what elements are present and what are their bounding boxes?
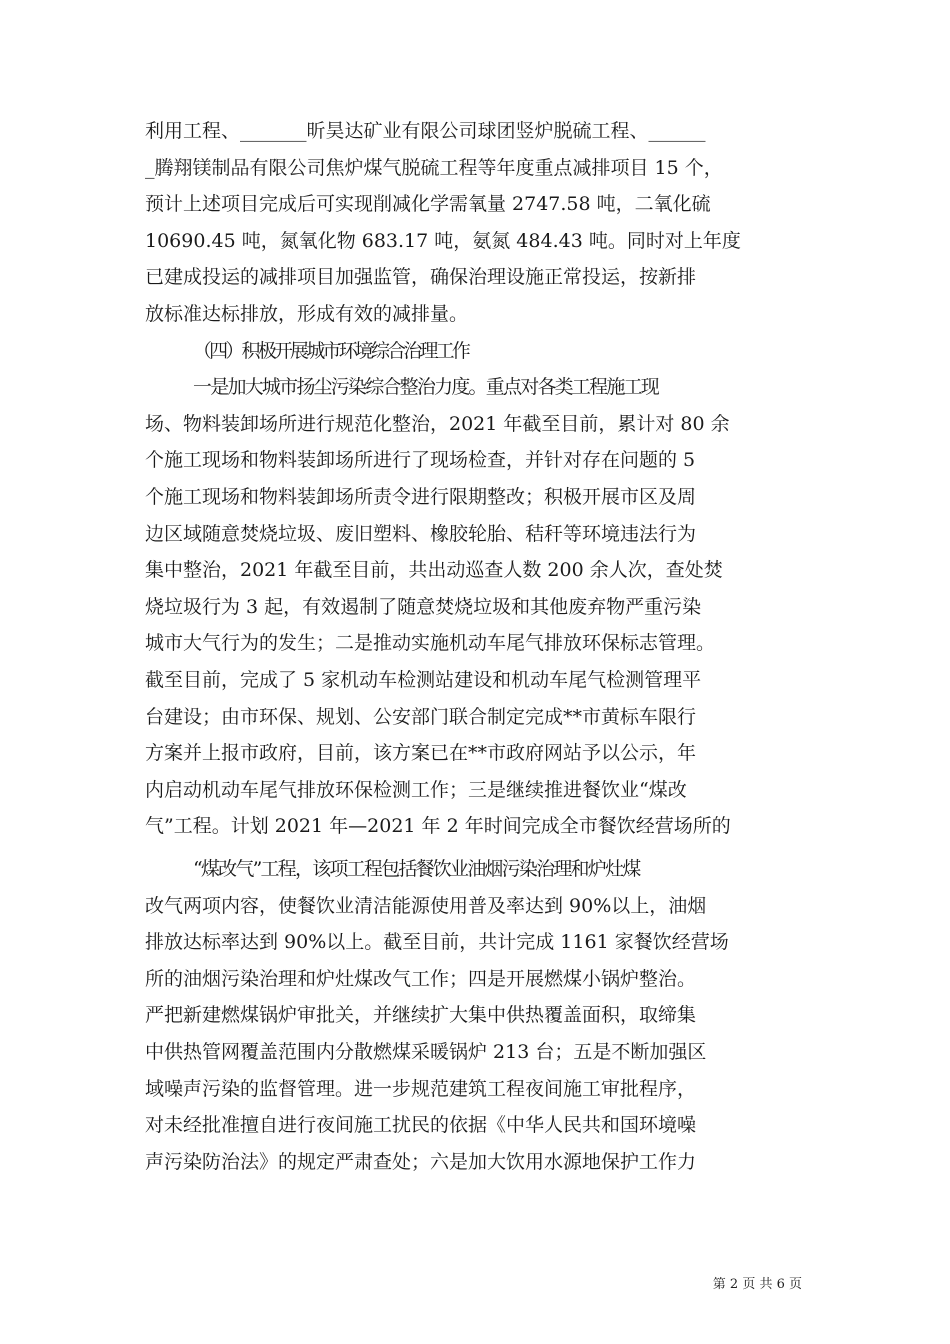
text-line: 集中整治，2021 年截至目前，共出动巡查人数 200 余人次，查处焚: [145, 559, 723, 582]
text-line: _腾翔镁制品有限公司焦炉煤气脱硫工程等年度重点减排项目 15 个，: [145, 156, 723, 179]
text-line: 已建成投运的减排项目加强监管，确保治理设施正常投运，按新排: [145, 266, 697, 289]
text-line: 所的油烟污染治理和炉灶煤改气工作；四是开展燃煤小锅炉整治。: [145, 967, 697, 990]
text-line: 截至目前，完成了 5 家机动车检测站建设和机动车尾气检测管理平: [145, 669, 702, 691]
text-line: 域噪声污染的监督管理。进一步规范建筑工程夜间施工审批程序，: [145, 1077, 697, 1100]
text-line: 声污染防治法》的规定严肃查处；六是加大饮用水源地保护工作力: [145, 1150, 697, 1173]
text-line: 个施工现场和物料装卸场所责令进行限期整改；积极开展市区及周: [145, 486, 697, 508]
text-line: 气”工程。计划 2021 年—2021 年 2 年时间完成全市餐饮经营场所的: [145, 815, 731, 838]
text-line: 方案并上报市政府，目前，该方案已在**市政府网站予以公示，年: [145, 742, 697, 765]
text-line: 烧垃圾行为 3 起，有效遏制了随意焚烧垃圾和其他废弃物严重污染: [145, 595, 702, 618]
text-line: 对未经批准擅自进行夜间施工扰民的依据《中华人民共和国环境噪: [145, 1114, 697, 1137]
text-line: 中供热管网覆盖范围内分散燃煤采暖锅炉 213 台；五是不断加强区: [145, 1041, 707, 1063]
text-line: 排放达标率达到 90%以上。截至目前，共计完成 1161 家餐饮经营场: [145, 931, 729, 954]
text-line: 改气两项内容，使餐饮业清洁能源使用普及率达到 90%以上，油烟: [145, 894, 707, 917]
page-number: 第 2 页 共 6 页: [712, 1277, 802, 1292]
text-line: 严把新建燃煤锅炉审批关，并继续扩大集中供热覆盖面积，取缔集: [145, 1004, 697, 1027]
text-line: 10690.45 吨，氮氧化物 683.17 吨，氨氮 484.43 吨。同时对上年度: [145, 229, 741, 252]
text-line: 城市大气行为的发生；二是推动实施机动车尾气排放环保标志管理。: [145, 632, 716, 655]
text-line: 台建设；由市环保、规划、公安部门联合制定完成**市黄标车限行: [145, 705, 697, 728]
text-line: 个施工现场和物料装卸场所进行了现场检查，并针对存在问题的 5: [145, 449, 696, 472]
text-line: 场、物料装卸场所进行规范化整治，2021 年截至目前，累计对 80 余: [145, 412, 730, 435]
text-line: 边区域随意焚烧垃圾、废旧塑料、橡胶轮胎、秸秆等环境违法行为: [145, 522, 697, 545]
text-line: 一是加大城市扬尘污染综合整治力度。重点对各类工程施工现: [193, 376, 659, 399]
text-line: 内启动机动车尾气排放环保检测工作；三是继续推进餐饮业“煤改: [145, 778, 687, 801]
text-line: 放标准达标排放，形成有效的减排量。: [145, 303, 469, 325]
text-line: 预计上述项目完成后可实现削减化学需氧量 2747.58 吨，二氧化硫: [145, 193, 711, 216]
text-line: “煤改气”工程，该项工程包括餐饮业油烟污染治理和炉灶煤: [193, 858, 640, 880]
text-line: 利用工程、_______昕昊达矿业有限公司球团竖炉脱硫工程、______: [145, 120, 706, 142]
text-line: （四）积极开展城市环境综合治理工作: [193, 339, 469, 362]
